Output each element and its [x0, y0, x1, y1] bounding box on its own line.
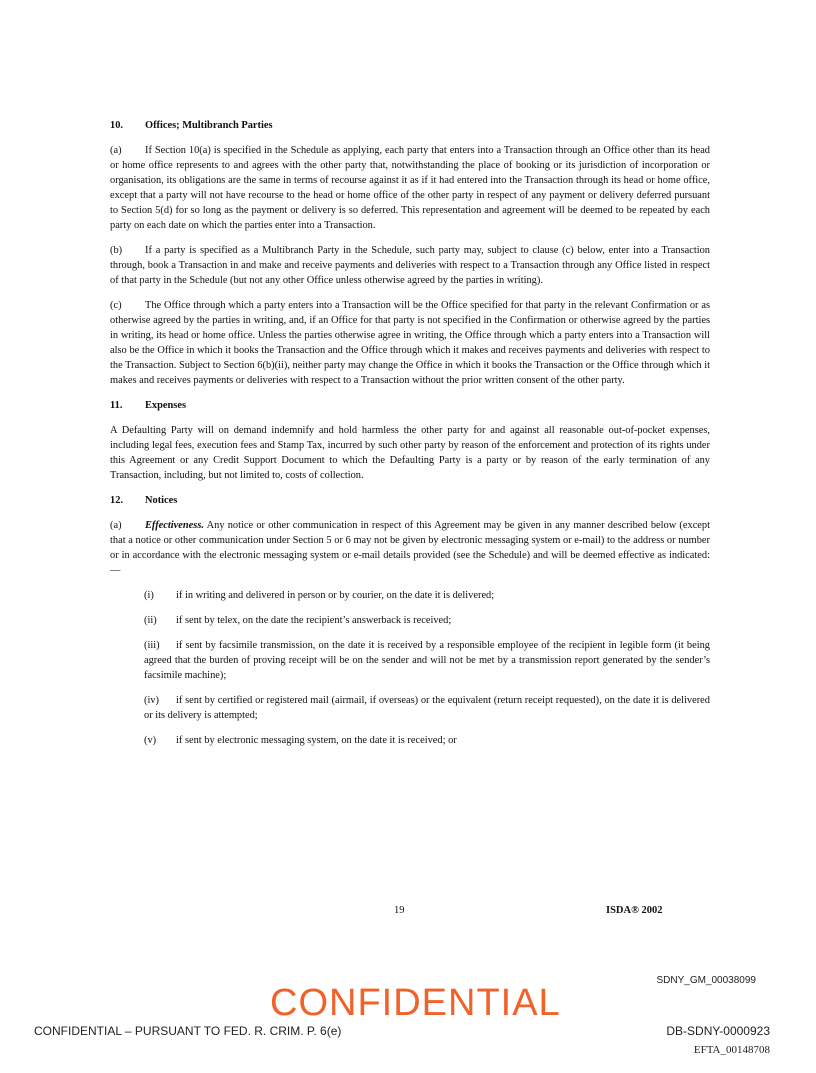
clause-10c [110, 298, 710, 388]
item-text: if sent by electronic messaging system, on the date it is received; or [176, 735, 457, 746]
clause-label: (c) [110, 300, 122, 311]
confidential-stamp: CONFIDENTIAL [270, 982, 561, 1024]
item-label: (ii) [144, 615, 157, 626]
page-number: 19 [394, 905, 405, 916]
clause-label: (a) [110, 520, 122, 531]
clause-10a [110, 143, 710, 233]
clause-label: (a) [110, 145, 122, 156]
bates-db: DB-SDNY-0000923 [666, 1024, 770, 1038]
section-title: Expenses [145, 400, 186, 411]
bates-efta: EFTA_00148708 [693, 1044, 770, 1056]
section-number: 10. [110, 120, 123, 131]
document-body [110, 118, 710, 758]
list-item [144, 733, 710, 748]
section-12-heading [110, 493, 710, 508]
clause-10b [110, 243, 710, 288]
confidential-note: CONFIDENTIAL – PURSUANT TO FED. R. CRIM. P. 6(e) [34, 1024, 342, 1038]
section-11-heading [110, 398, 710, 413]
item-text: if sent by certified or registered mail (airmail, if overseas) or the equivalent (return receipt requested), on the date it is delivered or its delivery is attempted; [144, 695, 710, 721]
item-label: (i) [144, 590, 154, 601]
item-label: (iv) [144, 695, 160, 706]
clause-text: If a party is specified as a Multibranch Party in the Schedule, such party may, subject to clause (c) below, enter into a Transaction through, book a Transaction in and make and receive payments and deliveries with respect to a Transaction through any Office listed in respect of that party in the Schedule (but not any other Office unless otherwise agreed by the parties in writing). [110, 245, 710, 286]
item-label: (v) [144, 735, 157, 746]
clause-text: Any notice or other communication in respect of this Agreement may be given in any manner described below (except that a notice or other communication under Section 5 or 6 may not be given by electronic messaging system or e-mail) to the address or number or in accordance with the electronic messaging system or e-mail details provided (see the Schedule) and will be deemed effective as indicated:— [110, 520, 710, 576]
clause-11: A Defaulting Party will on demand indemnify and hold harmless the other party for and against all reasonable out-of-pocket expenses, including legal fees, execution fees and Stamp Tax, incurred by such other party by reason of the enforcement and protection of its rights under this Agreement or any Credit Support Document to which the Defaulting Party is a party or by reason of the early termination of any Transaction, including, but not limited to, costs of collection. [110, 425, 710, 481]
item-label: (iii) [144, 640, 160, 651]
bates-sdny: SDNY_GM_00038099 [656, 975, 756, 986]
isda-footer: ISDA® 2002 [606, 905, 663, 916]
section-number: 12. [110, 495, 123, 506]
clause-text: If Section 10(a) is specified in the Schedule as applying, each party that enters into a Transaction through an Office other than its head or home office represents to and agrees with the other party that, notwithstanding the place of booking or its jurisdiction of incorporation or organisation, its obligations are the same in terms of recourse against it as if it had entered into the Transaction through its head or home office, except that a party will not have recourse to the head or home office of the other party in respect of any payment or delivery deferred pursuant to Section 5(d) for so long as the payment or delivery is so deferred. This representation and agreement will be deemed to be repeated by each party on each date on which the parties enter into a Transaction. [110, 145, 710, 231]
clause-12a [110, 518, 710, 578]
list-item [144, 638, 710, 683]
item-text: if sent by telex, on the date the recipient’s answerback is received; [176, 615, 452, 626]
item-text: if in writing and delivered in person or by courier, on the date it is delivered; [176, 590, 495, 601]
section-title: Notices [145, 495, 178, 506]
item-text: if sent by facsimile transmission, on the date it is received by a responsible employee of the recipient in legible form (it being agreed that the burden of proving receipt will be on the sender and will not be met by a transmission report generated by the sender’s facsimile machine); [144, 640, 710, 681]
section-title: Offices; Multibranch Parties [145, 120, 273, 131]
section-10-heading [110, 118, 710, 133]
list-item [144, 613, 710, 628]
list-item [144, 693, 710, 723]
clause-title: Effectiveness. [145, 520, 204, 531]
list-item [144, 588, 710, 603]
clause-label: (b) [110, 245, 123, 256]
clause-text: The Office through which a party enters into a Transaction will be the Office specified for that party in the relevant Confirmation or as otherwise agreed by the parties in writing, and, if an Office for that party is not specified in the Confirmation or otherwise agreed by the parties in writing, its head or home office. Unless the parties otherwise agree in writing, the Office through which a party enters into a Transaction will also be the Office in which it books the Transaction and the Office through which it makes and receives payments and deliveries with respect to the Transaction. Subject to Section 6(b)(ii), neither party may change the Office in which it books the Transaction or the Office through which it makes and receives payments or deliveries with respect to a Transaction without the prior written consent of the other party. [110, 300, 710, 386]
section-number: 11. [110, 400, 123, 411]
